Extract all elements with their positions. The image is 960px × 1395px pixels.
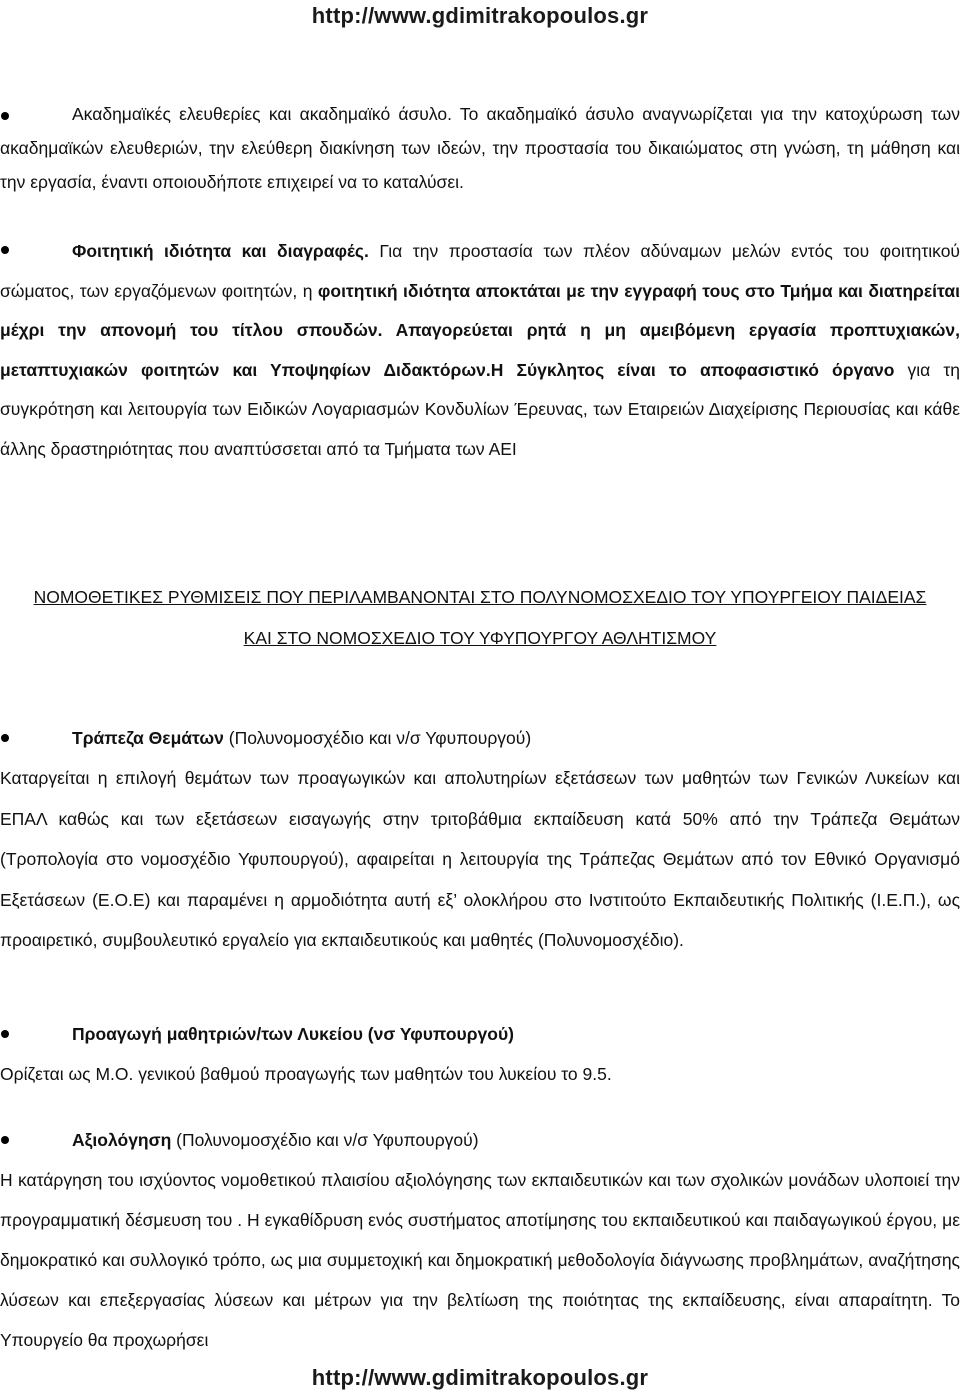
evaluation-note: (Πολυνομοσχέδιο και ν/σ Υφυπουργού): [171, 1130, 479, 1150]
bullet-icon: [1, 1030, 9, 1038]
section-evaluation: [0, 1120, 960, 1360]
bullet-icon: [1, 1136, 9, 1144]
section-academic-asylum: [0, 97, 960, 199]
student-status-t2: για τη συγκρότηση και λειτουργία των Ειδικών Λογαριασμών Κονδυλίων Έρευνας, των Εταιρειών Διαχείρισης Περιουσίας και κάθε άλλης δραστηριότητας που αναπτύσσεται από τα Τμήματα των ΑΕΙ: [0, 359, 960, 459]
legislation-heading: [0, 577, 960, 659]
heading-line-2: ΚΑΙ ΣΤΟ ΝΟΜΟΣΧΕΔΙΟ ΤΟΥ ΥΦΥΠΟΥΡΓΟΥ ΑΘΛΗΤΙΣΜΟΥ: [243, 628, 717, 648]
bullet-icon: [1, 246, 9, 254]
question-bank-title: Τράπεζα Θεμάτων: [72, 728, 224, 748]
student-status-b3: Η Σύγκλητος είναι το αποφασιστικό όργανο: [490, 359, 895, 380]
evaluation-heading: [0, 1120, 960, 1160]
student-status-title: Φοιτητική ιδιότητα και διαγραφές.: [72, 241, 369, 261]
header-url: http://www.gdimitrakopoulos.gr: [311, 3, 649, 28]
evaluation-body: Η κατάργηση του ισχύοντος νομοθετικού πλαισίου αξιολόγησης των εκπαιδευτικών και των σχολικών μονάδων υλοποιεί την προγραμματική δέσμευση του . Η εγκαθίδρυση ενός συστήματος αποτίμησης του εκπαιδευτικού και παιδαγωγικού έργου, με δημοκρατικό και συλλογικό τρόπο, ως μια συμμετοχική και δημοκρατική μεθοδολογία διάγνωσης προβλημάτων, αναζήτησης λύσεων και επεξεργασίας λύσεων και μέτρων για την βελτίωση της ποιότητας της εκπαίδευσης, είναι απαραίτητη. Το Υπουργείο θα προχωρήσει: [0, 1170, 960, 1350]
bullet-icon: [1, 734, 9, 742]
student-status-text: [0, 232, 960, 469]
heading-line-1: ΝΟΜΟΘΕΤΙΚΕΣ ΡΥΘΜΙΣΕΙΣ ΠΟΥ ΠΕΡΙΛΑΜΒΑΝΟΝΤΑΙ ΣΤΟ ΠΟΛΥΝΟΜΟΣΧΕΔΙΟ ΤΟΥ ΥΠΟΥΡΓΕΙΟΥ ΠΑΙΔΕΙΑΣ: [33, 587, 927, 607]
promotion-body: Ορίζεται ως Μ.Ο. γενικού βαθμού προαγωγής των μαθητών του λυκείου το 9.5.: [0, 1064, 612, 1084]
section-student-status: [0, 232, 960, 469]
question-bank-body: Καταργείται η επιλογή θεμάτων των προαγωγικών και απολυτηρίων εξετάσεων των μαθητών των Γενικών Λυκείων και ΕΠΑΛ καθώς και των εξετάσεων εισαγωγής στην τριτοβάθμια εκπαίδευση κατά 50% από την Τράπεζα Θεμάτων (Τροπολογία στο νομοσχέδιο Υφυπουργού), αφαιρείται η λειτουργία της Τράπεζας Θεμάτων από τον Εθνικό Οργανισμό Εξετάσεων (Ε.Ο.Ε) και παραμένει η αρμοδιότητα αυτή εξ’ ολοκλήρου στο Ινστιτούτο Εκπαιδευτικής Πολιτικής (Ι.Ε.Π.), ως προαιρετικό, συμβουλευτικό εργαλείο για εκπαιδευτικούς και μαθητές (Πολυνομοσχέδιο).: [0, 768, 960, 950]
student-status-b2: Απαγορεύεται ρητά η μη αμειβόμενη εργασία προπτυχιακών, μεταπτυχιακών φοιτητών και Υποψηφίων Διδακτόρων.: [0, 320, 960, 380]
question-bank-heading: [0, 718, 960, 758]
section-question-bank: [0, 718, 960, 961]
promotion-heading: [0, 1014, 960, 1054]
question-bank-note: (Πολυνομοσχέδιο και ν/σ Υφυπουργού): [223, 728, 532, 748]
section-promotion: [0, 1014, 960, 1094]
academic-asylum-text: Ακαδημαϊκές ελευθερίες και ακαδημαϊκό άσυλο. Το ακαδημαϊκό άσυλο αναγνωρίζεται για την κατοχύρωση των ακαδημαϊκών ελευθεριών, την ελεύθερη διακίνηση των ιδεών, την προστασία του δικαιώματος στη γνώση, τη μάθηση και την εργασία, έναντι οποιουδήποτε επιχειρεί να το καταλύσει.: [0, 104, 960, 192]
footer-url: http://www.gdimitrakopoulos.gr: [311, 1365, 649, 1390]
bullet-icon: [1, 112, 9, 120]
student-status-t1: Για την προστασία των πλέον αδύναμων μελών εντός του φοιτητικού σώματος, των εργαζόμενων φοιτητών, η: [0, 241, 960, 301]
student-status-b1: φοιτητική ιδιότητα αποκτάται με την εγγραφή τους στο Τμήμα και διατηρείται μέχρι την απονομή του τίτλου σπουδών.: [0, 280, 960, 340]
evaluation-title: Αξιολόγηση: [72, 1130, 172, 1150]
promotion-title: Προαγωγή μαθητριών/των Λυκείου (νσ Υφυπουργού): [72, 1024, 514, 1044]
